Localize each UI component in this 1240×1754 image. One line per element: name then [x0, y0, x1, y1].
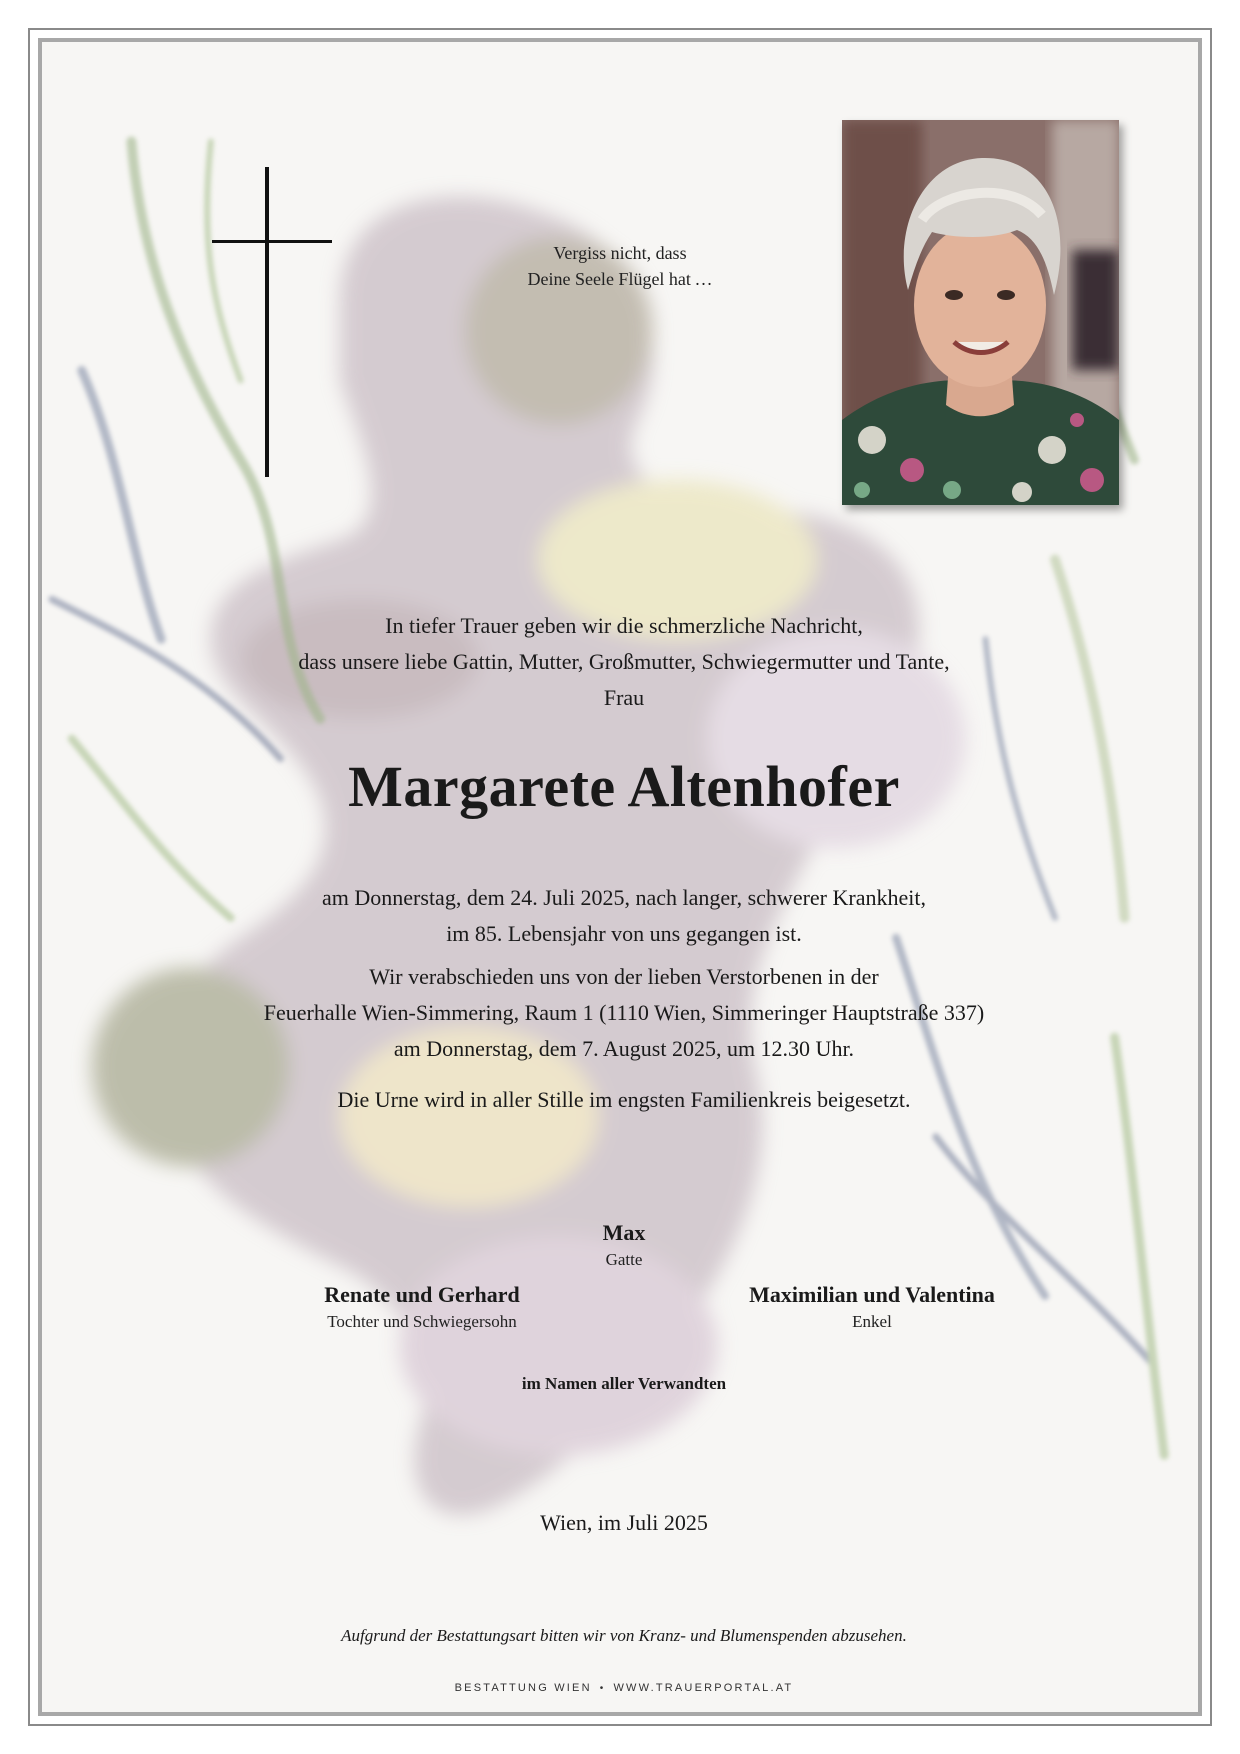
footer-separator: • — [599, 1683, 606, 1694]
signatory-role: Enkel — [852, 1312, 892, 1331]
announcement-intro — [42, 608, 1202, 716]
footer — [42, 1680, 1202, 1697]
footer-company: BESTATTUNG WIEN — [454, 1682, 592, 1694]
farewell-info — [42, 959, 1202, 1067]
signatory-name: Renate und Gerhard — [324, 1282, 520, 1307]
signatory-name: Maximilian und Valentina — [749, 1282, 995, 1307]
farewell-line-1: Wir verabschieden uns von der lieben Verstorbenen in der — [369, 964, 879, 989]
portrait-image — [842, 120, 1119, 505]
signatory-spouse — [42, 1218, 1202, 1272]
motto-quote — [440, 240, 800, 292]
details-line-1: am Donnerstag, dem 24. Juli 2025, nach langer, schwerer Krankheit, — [322, 885, 926, 910]
intro-line-3: Frau — [603, 685, 645, 710]
signatory-role: Gatte — [605, 1250, 643, 1269]
farewell-line-3: am Donnerstag, dem 7. August 2025, um 12.30 Uhr. — [393, 1036, 855, 1061]
deceased-name: Margarete Altenhofer — [348, 754, 900, 819]
farewell-line-2: Feuerhalle Wien-Simmering, Raum 1 (1110 Wien, Simmeringer Hauptstraße 337) — [263, 1000, 985, 1025]
signatory-daughter — [242, 1280, 602, 1334]
cross-icon — [212, 167, 332, 477]
relatives-note: im Namen aller Verwandten — [521, 1374, 727, 1393]
donation-note: Aufgrund der Bestattungsart bitten wir von Kranz- und Blumenspenden abzusehen. — [341, 1626, 907, 1645]
details-line-2: im 85. Lebensjahr von uns gegangen ist. — [446, 921, 802, 946]
intro-line-1: In tiefer Trauer geben wir die schmerzliche Nachricht, — [385, 613, 863, 638]
motto-line-1: Vergiss nicht, dass — [553, 243, 687, 263]
signatory-grandchildren — [692, 1280, 1052, 1334]
signatory-name: Max — [602, 1220, 646, 1245]
intro-line-2: dass unsere liebe Gattin, Mutter, Großmutter, Schwiegermutter und Tante, — [298, 649, 950, 674]
footer-website-link[interactable]: WWW.TRAUERPORTAL.AT — [613, 1682, 794, 1694]
obituary-sheet — [38, 38, 1202, 1716]
place-date: Wien, im Juli 2025 — [540, 1510, 708, 1535]
signatory-role: Tochter und Schwiegersohn — [327, 1312, 517, 1331]
urn-note: Die Urne wird in aller Stille im engsten Familienkreis beigesetzt. — [337, 1087, 911, 1112]
death-details — [42, 880, 1202, 952]
portrait-photo — [842, 120, 1119, 505]
motto-line-2: Deine Seele Flügel hat … — [527, 269, 713, 289]
